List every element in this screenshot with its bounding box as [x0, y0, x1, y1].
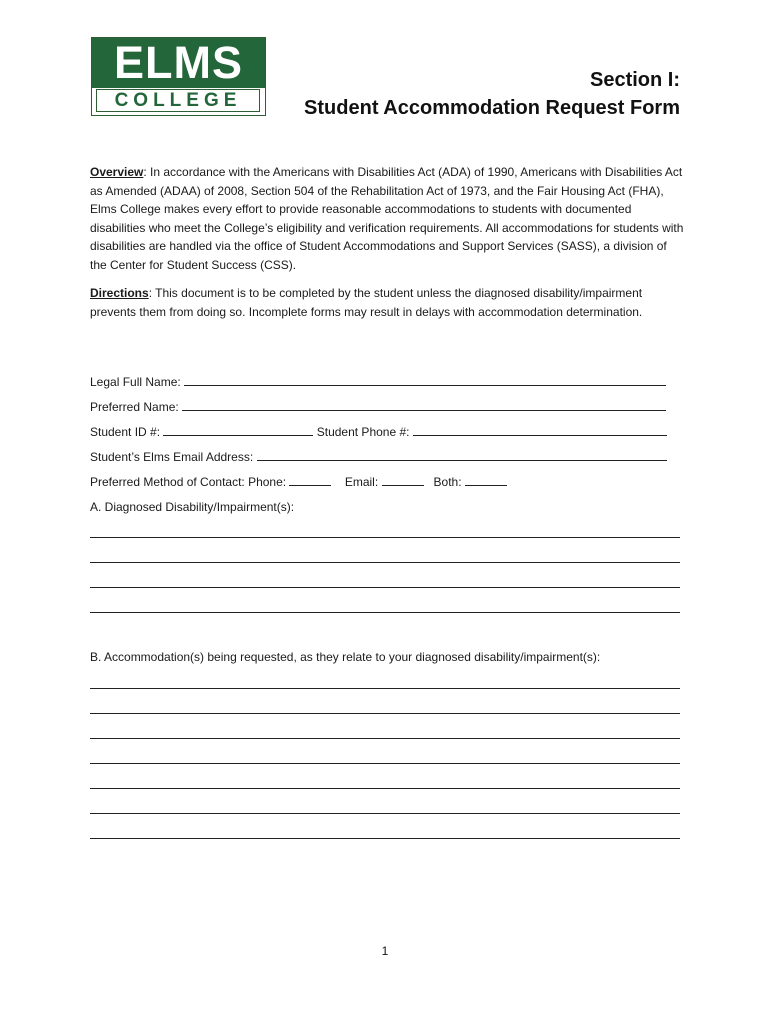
- logo-wordmark-college: COLLEGE: [96, 89, 260, 112]
- preferred-name-field[interactable]: [182, 398, 666, 411]
- overview-paragraph: [90, 163, 685, 275]
- contact-phone-label: Preferred Method of Contact: Phone:: [90, 475, 287, 489]
- section-b-line[interactable]: [90, 813, 680, 814]
- logo-wordmark-elms: ELMS: [92, 38, 265, 88]
- contact-both-field[interactable]: [465, 473, 507, 486]
- student-phone-label: Student Phone #:: [316, 425, 410, 439]
- legal-name-row: [90, 373, 680, 390]
- student-phone-field[interactable]: [413, 423, 667, 436]
- legal-name-label: Legal Full Name:: [90, 375, 181, 389]
- section-b-line[interactable]: [90, 713, 680, 714]
- form-title: Student Accommodation Request Form: [304, 97, 680, 119]
- directions-paragraph: [90, 284, 685, 321]
- student-id-label: Student ID #:: [90, 425, 161, 439]
- section-a-line[interactable]: [90, 562, 680, 563]
- contact-phone-field[interactable]: [289, 473, 331, 486]
- section-a-line[interactable]: [90, 612, 680, 613]
- email-field[interactable]: [257, 448, 667, 461]
- section-b-line[interactable]: [90, 763, 680, 764]
- legal-name-field[interactable]: [184, 373, 666, 386]
- contact-email-field[interactable]: [382, 473, 424, 486]
- preferred-name-row: [90, 398, 680, 415]
- email-row: [90, 448, 680, 465]
- overview-label: Overview: [90, 165, 144, 179]
- section-a-line[interactable]: [90, 537, 680, 538]
- section-b-line[interactable]: [90, 838, 680, 839]
- student-id-field[interactable]: [163, 423, 313, 436]
- section-b-label: B. Accommodation(s) being requested, as they relate to your diagnosed disability/impairment(s):: [90, 650, 601, 664]
- preferred-name-label: Preferred Name:: [90, 400, 179, 414]
- elms-college-logo: [91, 37, 266, 116]
- section-a-label: A. Diagnosed Disability/Impairment(s):: [90, 500, 295, 514]
- section-b-line[interactable]: [90, 738, 680, 739]
- directions-text: : This document is to be completed by the student unless the diagnosed disability/impairment prevents them from doing so. Incomplete forms may result in delays with accommodation determination.: [90, 286, 643, 319]
- section-b-line[interactable]: [90, 688, 680, 689]
- page-number: 1: [381, 944, 389, 958]
- email-label: Student’s Elms Email Address:: [90, 450, 254, 464]
- contact-email-label: Email:: [344, 475, 379, 489]
- contact-both-label: Both:: [433, 475, 462, 489]
- directions-label: Directions: [90, 286, 149, 300]
- section-heading: Section I:: [589, 69, 680, 91]
- overview-text: : In accordance with the Americans with Disabilities Act (ADA) of 1990, Americans with Disabilities Act as Amended (ADAA) of 2008, Section 504 of the Rehabilitation Act of 1973, and the Fair Housing Act (FHA), Elms College makes every effort to provide reasonable accommodations to students with documented disabilities who meet the College’s eligibility and verification requirements. All accommodations for students with disabilities are handled via the office of Student Accommodations and Support Services (SASS), a division of the Center for Student Success (CSS).: [90, 165, 684, 272]
- contact-method-row: [90, 473, 680, 490]
- section-b-line[interactable]: [90, 788, 680, 789]
- id-phone-row: [90, 423, 680, 440]
- section-a-line[interactable]: [90, 587, 680, 588]
